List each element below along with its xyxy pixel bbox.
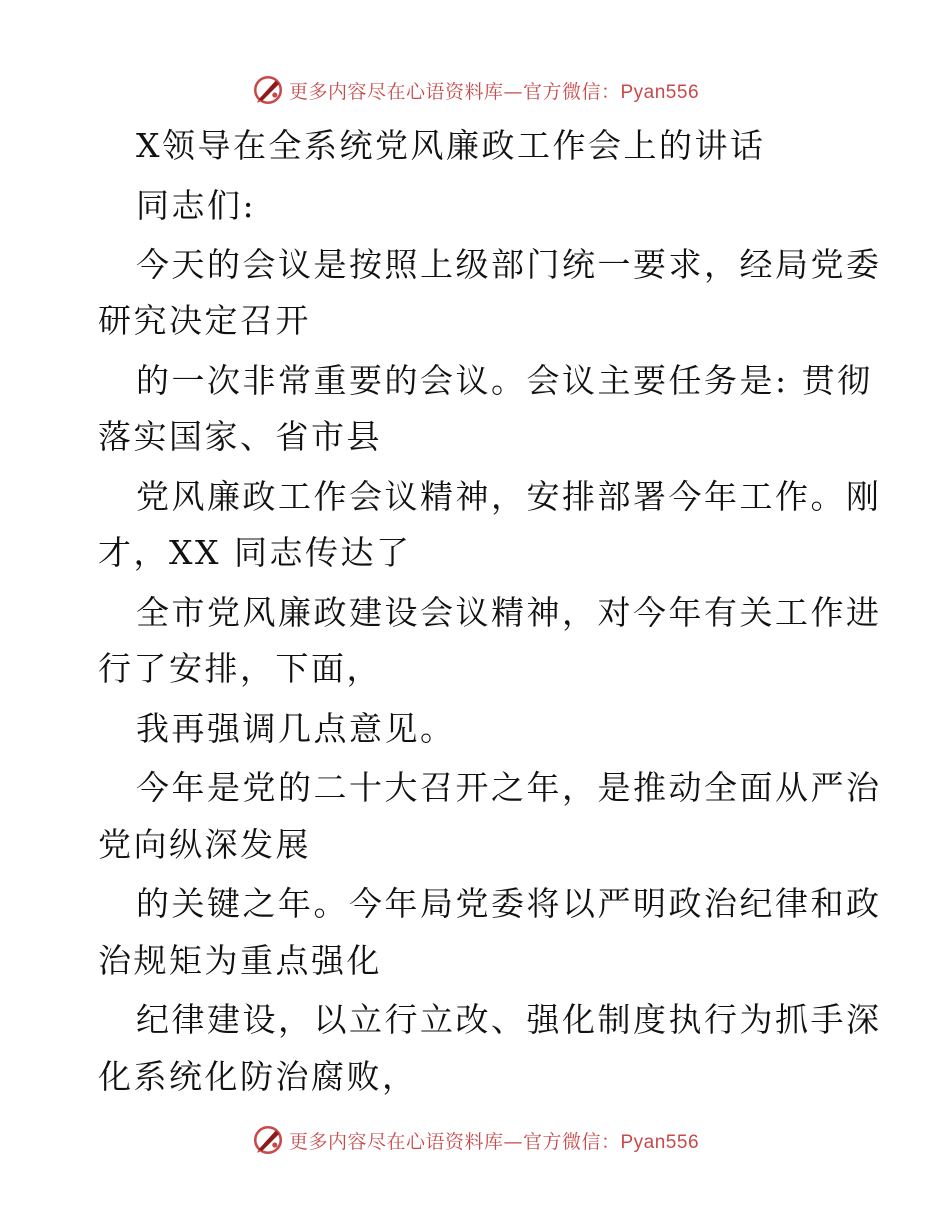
paragraph-line: 的一次非常重要的会议。会议主要任务是: 贯彻 (136, 361, 873, 400)
header-banner-handle: Pyan556 (620, 81, 700, 103)
paragraph-line: 的关键之年。今年局党委将以严明政治纪律和政 (136, 884, 882, 923)
paragraph-line: 纪律建设，以立行立改、强化制度执行为抓手深 (136, 1000, 882, 1039)
footer-banner (0, 1120, 950, 1160)
quill-pen-logo-icon (251, 1123, 285, 1157)
paragraph-line: 我再强调几点意见。 (136, 709, 456, 748)
paragraph-line: 治规矩为重点强化 (98, 941, 382, 980)
paragraph-line: 全市党风廉政建设会议精神，对今年有关工作进 (136, 593, 882, 632)
paragraph-line: 党风廉政工作会议精神，安排部署今年工作。刚 (136, 477, 882, 516)
document-title: X领导在全系统党风廉政工作会上的讲话 (136, 126, 766, 165)
header-banner-text: 更多内容尽在心语资料库—官方微信：Pyan556 (288, 80, 700, 103)
paragraph-line: 党向纵深发展 (98, 825, 311, 864)
paragraph-line: 才，XX 同志传达了 (98, 533, 412, 572)
paragraph-line: 落实国家、省市县 (98, 417, 382, 456)
paragraph-line: 化系统化防治腐败， (98, 1057, 418, 1096)
paragraph-line: 研究决定召开 (98, 301, 311, 340)
footer-banner-text: 更多内容尽在心语资料库—官方微信：Pyan556 (288, 1130, 700, 1153)
footer-banner-handle: Pyan556 (620, 1131, 700, 1153)
paragraph-line: 今年是党的二十大召开之年，是推动全面从严治 (136, 768, 882, 807)
salutation: 同志们: (136, 186, 257, 225)
paragraph-line: 行了安排，下面， (98, 649, 382, 688)
paragraph-line: 今天的会议是按照上级部门统一要求，经局党委 (136, 245, 882, 284)
